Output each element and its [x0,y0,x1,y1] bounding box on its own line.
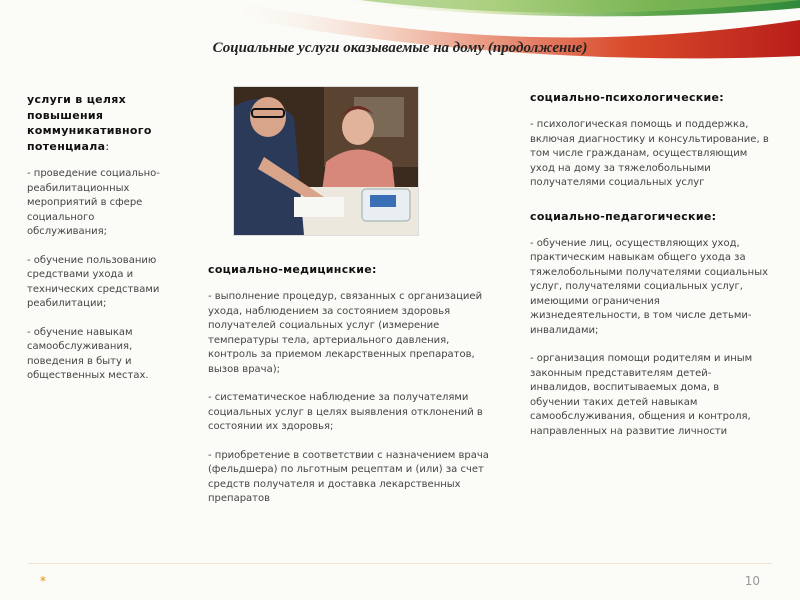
right-heading-pedagog: социально-педагогические: [530,209,717,223]
right-item: - обучение лиц, осуществляющих уход, практическим навыкам общего ухода за тяжелобольными получателями социальных услуг, получателями социальных услуг, имеющими ограничения жизнедеятельности, в том числе детьми-инвалидами; [530,237,769,336]
page-number: 10 [744,574,760,588]
care-worker-photo [233,86,419,236]
left-column [27,92,177,398]
right-column [530,90,770,453]
footer-star: * [40,574,46,588]
middle-item: - приобретение в соответствии с назначением врача (фельдшера) по льготным рецептам и (или) за счет средств получателя и доставка лекарственных препаратов [208,449,489,504]
footer-divider [28,563,772,564]
middle-heading: социально-медицинские: [208,263,377,276]
left-heading: услуги в целях повышения коммуникативного потенциала: [27,93,152,153]
middle-item: - выполнение процедур, связанных с организацией ухода, наблюдением за состоянием здоровья получателей социальных услуг (измерение температуры тела, артериального давления, контроль за приемом лекарственных препаратов, вызов врача); [208,291,483,375]
right-item: - психологическая помощь и поддержка, включая диагностику и консультирование, в том числе гражданам, осуществляющим уход на дому за тяжелобольными получателями социальных услуг [530,119,769,188]
left-item: - обучение навыкам самообслуживания, поведения в быту и общественных местах. [27,326,149,381]
middle-column [208,262,500,521]
header-swoosh [0,0,800,70]
right-item: - организация помощи родителям и иным законным представителям детей-инвалидов, воспитываемых дома, в обучении таких детей навыкам самообслуживания, общения и контроля, направленных на развитие личности [530,353,753,437]
left-item: - проведение социально-реабилитационных мероприятий в сфере социального обслуживания; [27,168,160,237]
left-item: - обучение пользованию средствами ухода и технических средствами реабилитации; [27,254,160,309]
right-heading-psych: социально-психологические: [530,91,725,104]
middle-item: - систематическое наблюдение за получателями социальных услуг в целях выявления отклонений в состоянии их здоровья; [208,392,483,432]
slide-title: Социальные услуги оказываемые на дому (продолжение) [212,40,588,56]
